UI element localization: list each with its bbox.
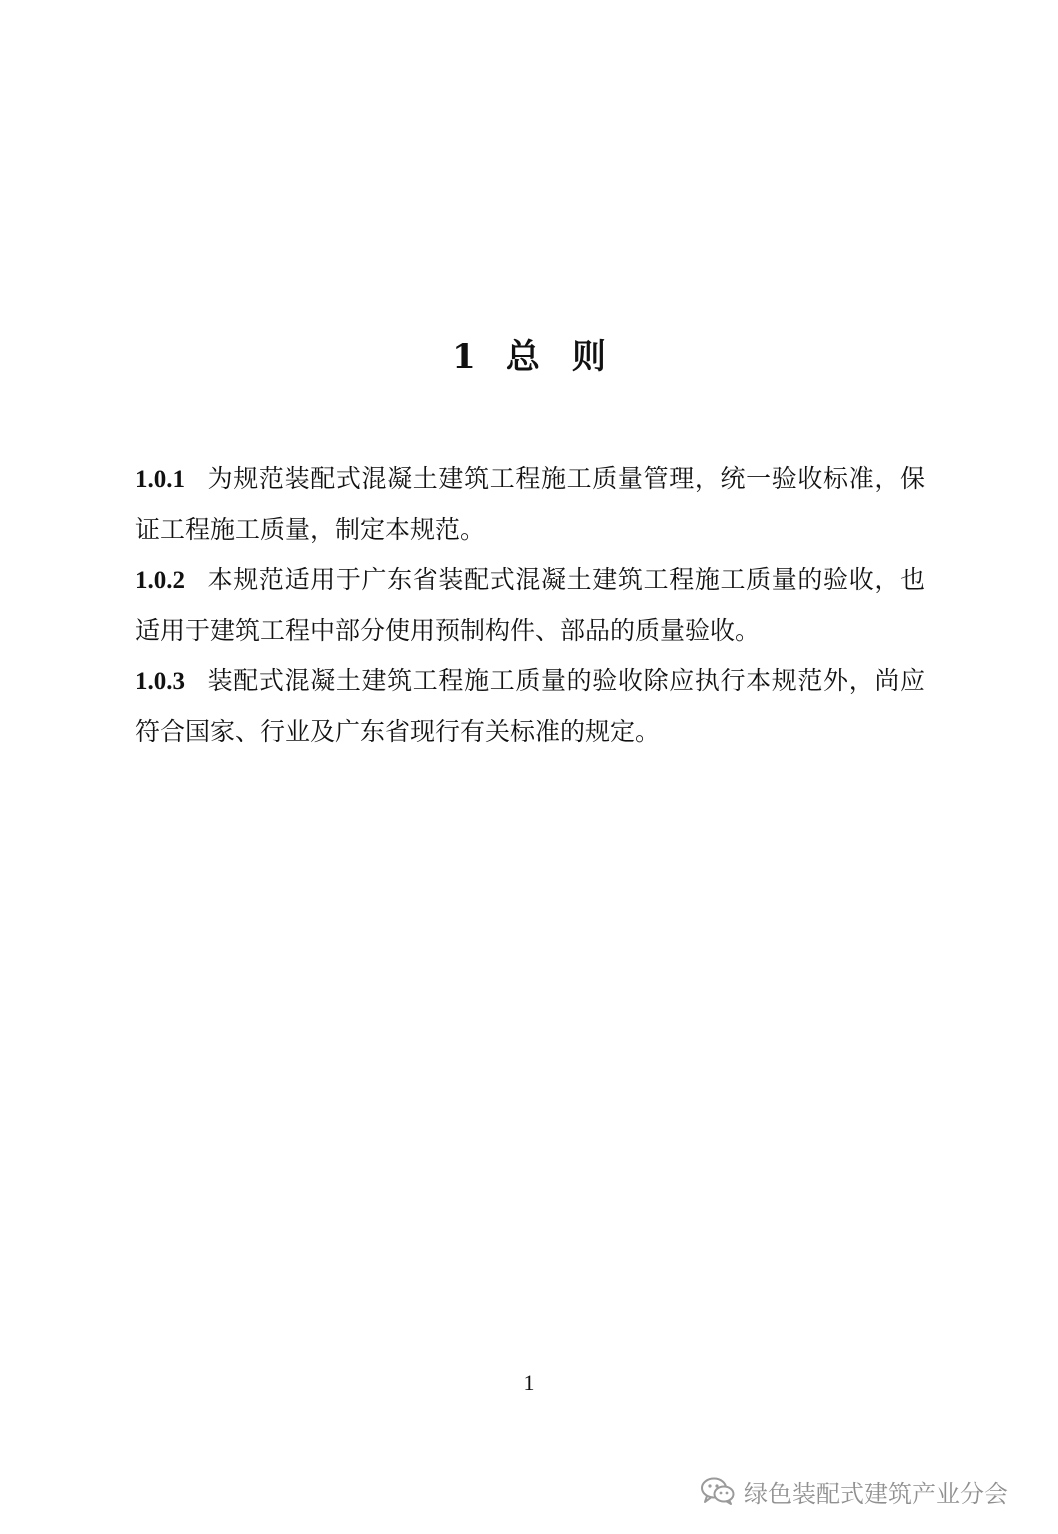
chapter-title	[0, 335, 1058, 379]
clause-1-0-3	[135, 656, 925, 757]
chapter-title-part1: 总	[505, 336, 540, 377]
clause-text: 装配式混凝土建筑工程施工质量的验收除应执行本规范外，尚应符合国家、行业及广东省现行有关标准的规定。	[135, 666, 925, 746]
watermark	[700, 1471, 1040, 1511]
chapter-title-part2: 则	[571, 336, 606, 377]
watermark-text: 绿色装配式建筑产业分会	[744, 1479, 1008, 1508]
clause-number: 1.0.3	[135, 668, 185, 695]
clause-number: 1.0.2	[135, 567, 185, 594]
wechat-icon	[700, 1476, 736, 1506]
clause-1-0-2	[135, 555, 925, 656]
clause-list	[135, 454, 925, 757]
clause-text: 本规范适用于广东省装配式混凝土建筑工程施工质量的验收，也适用于建筑工程中部分使用预制构件、部品的质量验收。	[135, 565, 925, 645]
chapter-number: 1	[452, 336, 476, 377]
clause-number: 1.0.1	[135, 466, 185, 493]
page-number: 1	[523, 1370, 535, 1395]
clause-1-0-1	[135, 454, 925, 555]
clause-text: 为规范装配式混凝土建筑工程施工质量管理，统一验收标准，保证工程施工质量，制定本规范。	[135, 464, 925, 544]
